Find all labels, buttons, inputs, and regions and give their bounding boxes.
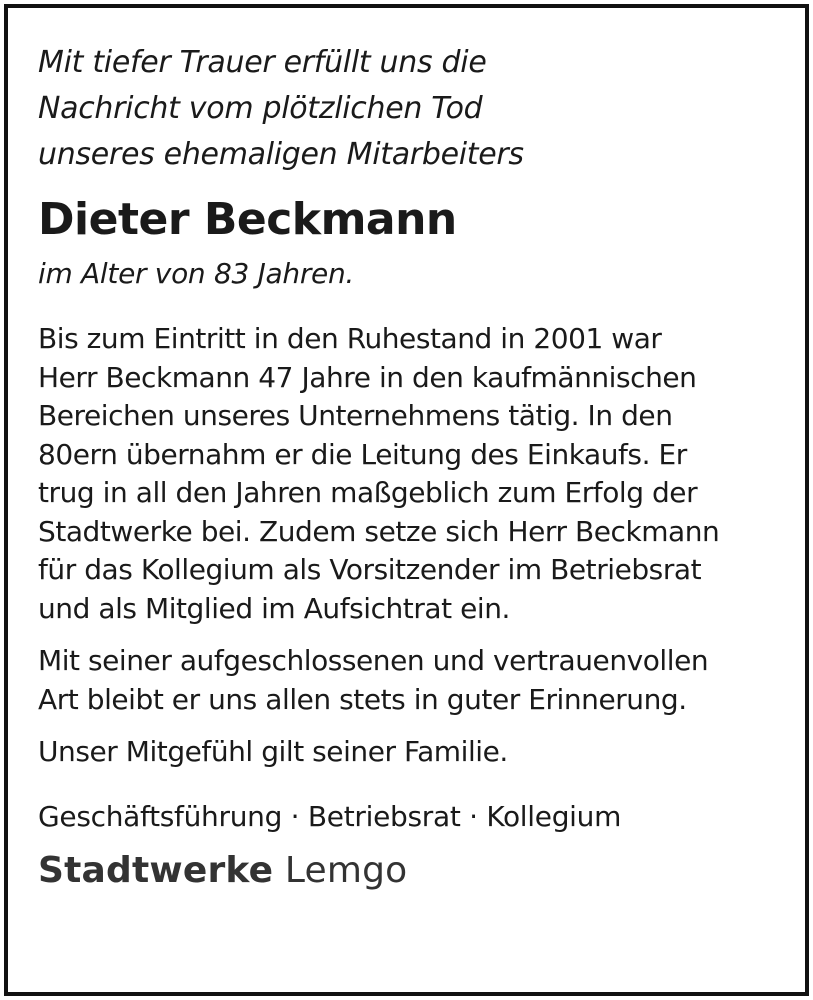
obituary-content [38,40,778,894]
deceased-name: Dieter Beckmann [38,194,457,245]
biography-line: trug in all den Jahren maßgeblich zum Erfolg der [38,476,698,509]
biography-line: 80ern übernahm er die Leitung des Einkaufs. Er [38,437,687,471]
biography-line: Bis zum Eintritt in den Ruhestand in 2001 war [38,322,662,355]
company-name-bold: Stadtwerke [38,849,274,891]
intro-line: unseres ehemaligen Mitarbeiters [38,137,524,172]
biography-paragraph [38,320,778,628]
intro-line: Nachricht vom plötzlichen Tod [38,91,483,126]
condolence-paragraph [38,733,778,772]
remembrance-line: Art bleibt er uns allen stets in guter Erinnerung. [38,682,687,716]
age-line: im Alter von 83 Jahren. [38,257,355,290]
intro-line: Mit tiefer Trauer erfüllt uns die [38,45,487,80]
company-name [38,848,778,894]
biography-line: Stadtwerke bei. Zudem setze sich Herr Beckmann [38,514,720,548]
remembrance-paragraph [38,642,778,719]
biography-line: für das Kollegium als Vorsitzender im Betriebsrat [38,553,702,586]
company-name-regular: Lemgo [284,849,408,891]
biography-line: und als Mitglied im Aufsichtrat ein. [38,591,510,625]
condolence-line: Unser Mitgefühl gilt seiner Familie. [38,735,508,768]
intro-text [38,40,778,178]
biography-line: Herr Beckmann 47 Jahre in den kaufmännischen [38,360,697,394]
remembrance-line: Mit seiner aufgeschlossenen und vertrauenvollen [38,644,709,677]
biography-line: Bereichen unseres Unternehmens tätig. In den [38,399,673,432]
signers-line: Geschäftsführung · Betriebsrat · Kollegium [38,799,622,833]
